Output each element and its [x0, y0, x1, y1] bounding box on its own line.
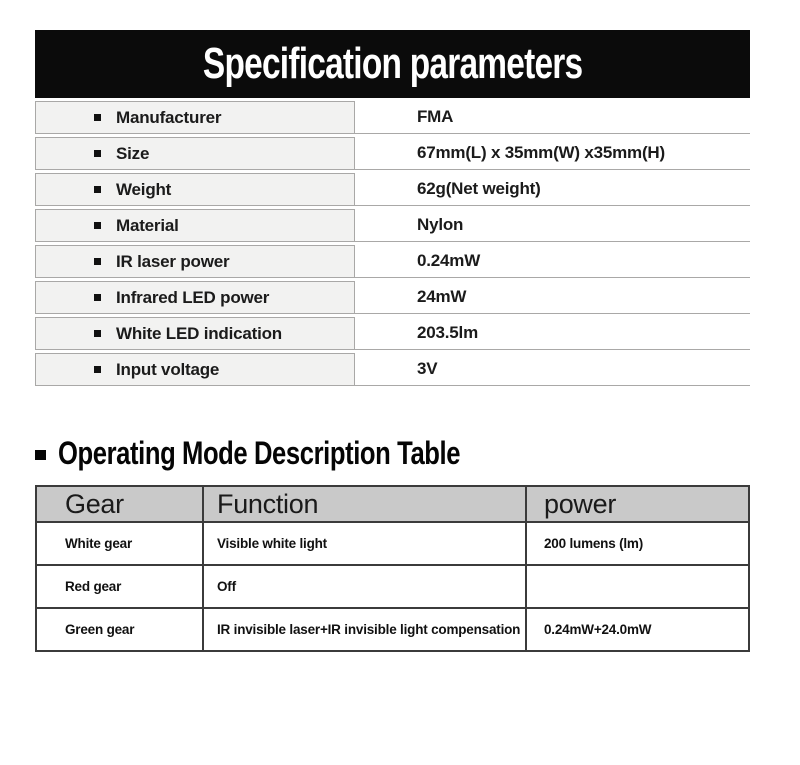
spec-value-cell: [355, 281, 750, 314]
table-header-row: [37, 487, 748, 523]
function-value: Off: [217, 579, 236, 594]
table-row: [35, 245, 750, 278]
spec-label-cell: [35, 281, 355, 314]
spec-label: White LED indication: [116, 323, 282, 343]
spec-label: Material: [116, 215, 179, 235]
bullet-square-icon: [94, 150, 101, 157]
header-cell-gear: [37, 487, 204, 521]
spec-value-cell: [355, 173, 750, 206]
table-row: [35, 101, 750, 134]
spec-value-cell: [355, 317, 750, 350]
spec-value: 203.5lm: [417, 323, 478, 342]
gear-value: Green gear: [65, 622, 135, 637]
spec-label: Infrared LED power: [116, 287, 270, 307]
power-cell: [527, 523, 748, 564]
bullet-square-icon: [94, 258, 101, 265]
spec-value: FMA: [417, 107, 454, 126]
table-row: [35, 317, 750, 350]
function-cell: [204, 609, 527, 650]
spec-label-cell: [35, 209, 355, 242]
spec-value: Nylon: [417, 215, 464, 234]
spec-table: [35, 101, 750, 389]
section-title: Operating Mode Description Table: [58, 434, 461, 471]
gear-value: White gear: [65, 536, 133, 551]
spec-value-cell: [355, 137, 750, 170]
spec-label-cell: [35, 245, 355, 278]
column-header: Gear: [65, 488, 124, 519]
function-value: Visible white light: [217, 536, 327, 551]
spec-value-cell: [355, 353, 750, 386]
spec-label-cell: [35, 137, 355, 170]
header-cell-function: [204, 487, 527, 521]
spec-label: Weight: [116, 179, 172, 199]
table-row: [37, 609, 748, 650]
spec-value: 67mm(L) x 35mm(W) x35mm(H): [417, 143, 665, 162]
power-value: 0.24mW+24.0mW: [544, 622, 652, 637]
spec-label: Input voltage: [116, 359, 220, 379]
spec-value-cell: [355, 209, 750, 242]
spec-label: Size: [116, 143, 150, 163]
operating-mode-table: [35, 485, 750, 652]
bullet-square-icon: [94, 330, 101, 337]
header-cell-power: [527, 487, 748, 521]
bullet-square-icon: [35, 450, 46, 460]
table-row: [35, 137, 750, 170]
gear-cell: [37, 523, 204, 564]
spec-label-cell: [35, 353, 355, 386]
gear-cell: [37, 566, 204, 607]
spec-label-cell: [35, 101, 355, 134]
table-row: [37, 523, 748, 566]
function-cell: [204, 566, 527, 607]
spec-label-cell: [35, 173, 355, 206]
spec-value-cell: [355, 245, 750, 278]
page-title: Specification parameters: [202, 39, 583, 88]
spec-value: 62g(Net weight): [417, 179, 541, 198]
section-heading: [35, 435, 750, 471]
table-row: [35, 173, 750, 206]
spec-value: 0.24mW: [417, 251, 481, 270]
table-row: [35, 353, 750, 386]
bullet-square-icon: [94, 186, 101, 193]
gear-value: Red gear: [65, 579, 122, 594]
function-cell: [204, 523, 527, 564]
power-value: 200 lumens (lm): [544, 536, 644, 551]
spec-value-cell: [355, 101, 750, 134]
bullet-square-icon: [94, 366, 101, 373]
column-header: Function: [217, 488, 319, 519]
gear-cell: [37, 609, 204, 650]
spec-value: 24mW: [417, 287, 467, 306]
spec-label-cell: [35, 317, 355, 350]
bullet-square-icon: [94, 294, 101, 301]
bullet-square-icon: [94, 114, 101, 121]
function-value: IR invisible laser+IR invisible light compensation: [217, 622, 521, 637]
power-cell: [527, 566, 748, 607]
banner: [35, 30, 750, 98]
table-row: [35, 281, 750, 314]
column-header: power: [544, 488, 617, 519]
spec-label: Manufacturer: [116, 107, 222, 127]
spec-label: IR laser power: [116, 251, 230, 271]
power-cell: [527, 609, 748, 650]
table-row: [35, 209, 750, 242]
spec-value: 3V: [417, 359, 438, 378]
bullet-square-icon: [94, 222, 101, 229]
table-row: [37, 566, 748, 609]
